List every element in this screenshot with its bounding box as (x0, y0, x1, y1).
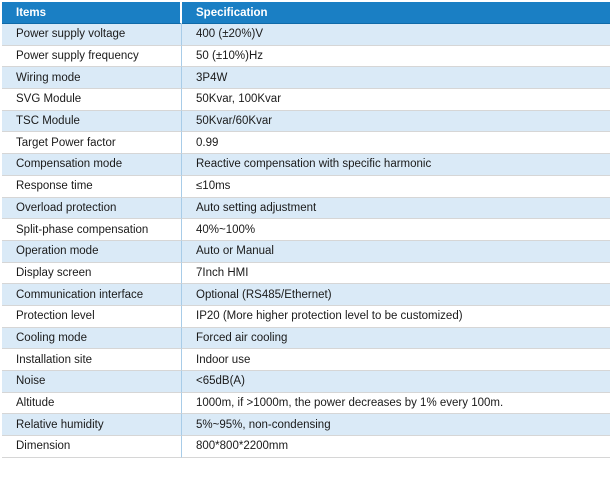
table-row (2, 198, 610, 220)
table-row (2, 67, 610, 89)
item-cell: Relative humidity (2, 414, 182, 436)
table-row (2, 414, 610, 436)
table-row (2, 393, 610, 415)
table-row (2, 371, 610, 393)
specification-cell: 50 (±10%)Hz (182, 46, 610, 68)
specification-cell: 40%~100% (182, 219, 610, 241)
specification-cell: ≤10ms (182, 176, 610, 198)
table-row (2, 132, 610, 154)
specification-cell: 7Inch HMI (182, 263, 610, 285)
specification-cell: 5%~95%, non-condensing (182, 414, 610, 436)
specification-cell: 800*800*2200mm (182, 436, 610, 458)
table-row (2, 349, 610, 371)
item-cell: Installation site (2, 349, 182, 371)
specification-cell: Auto setting adjustment (182, 198, 610, 220)
specification-table (2, 2, 610, 458)
item-cell: Altitude (2, 393, 182, 415)
table-row (2, 241, 610, 263)
specification-cell: 0.99 (182, 132, 610, 154)
item-cell: Split-phase compensation (2, 219, 182, 241)
column-header-items: Items (2, 2, 182, 24)
table-row (2, 263, 610, 285)
table-row (2, 436, 610, 458)
table-body (2, 24, 610, 458)
specification-cell: 50Kvar, 100Kvar (182, 89, 610, 111)
item-cell: Display screen (2, 263, 182, 285)
table-row (2, 176, 610, 198)
table-row (2, 219, 610, 241)
table-row (2, 24, 610, 46)
item-cell: Power supply frequency (2, 46, 182, 68)
specification-cell: Indoor use (182, 349, 610, 371)
item-cell: Communication interface (2, 284, 182, 306)
item-cell: Compensation mode (2, 154, 182, 176)
specification-cell: <65dB(A) (182, 371, 610, 393)
table-row (2, 328, 610, 350)
table-row (2, 284, 610, 306)
item-cell: Noise (2, 371, 182, 393)
item-cell: Target Power factor (2, 132, 182, 154)
item-cell: Protection level (2, 306, 182, 328)
table-header-row (2, 2, 610, 24)
specification-cell: 400 (±20%)V (182, 24, 610, 46)
item-cell: Overload protection (2, 198, 182, 220)
specification-cell: Optional (RS485/Ethernet) (182, 284, 610, 306)
item-cell: Dimension (2, 436, 182, 458)
item-cell: Cooling mode (2, 328, 182, 350)
table-row (2, 306, 610, 328)
specification-cell: Forced air cooling (182, 328, 610, 350)
item-cell: SVG Module (2, 89, 182, 111)
item-cell: Response time (2, 176, 182, 198)
table-row (2, 46, 610, 68)
specification-cell: 1000m, if >1000m, the power decreases by 1% every 100m. (182, 393, 610, 415)
table-row (2, 111, 610, 133)
specification-cell: Reactive compensation with specific harmonic (182, 154, 610, 176)
item-cell: Wiring mode (2, 67, 182, 89)
specification-cell: 3P4W (182, 67, 610, 89)
item-cell: Power supply voltage (2, 24, 182, 46)
table-row (2, 154, 610, 176)
column-header-specification: Specification (182, 2, 610, 24)
item-cell: Operation mode (2, 241, 182, 263)
item-cell: TSC Module (2, 111, 182, 133)
specification-cell: IP20 (More higher protection level to be customized) (182, 306, 610, 328)
table-row (2, 89, 610, 111)
specification-cell: 50Kvar/60Kvar (182, 111, 610, 133)
specification-cell: Auto or Manual (182, 241, 610, 263)
